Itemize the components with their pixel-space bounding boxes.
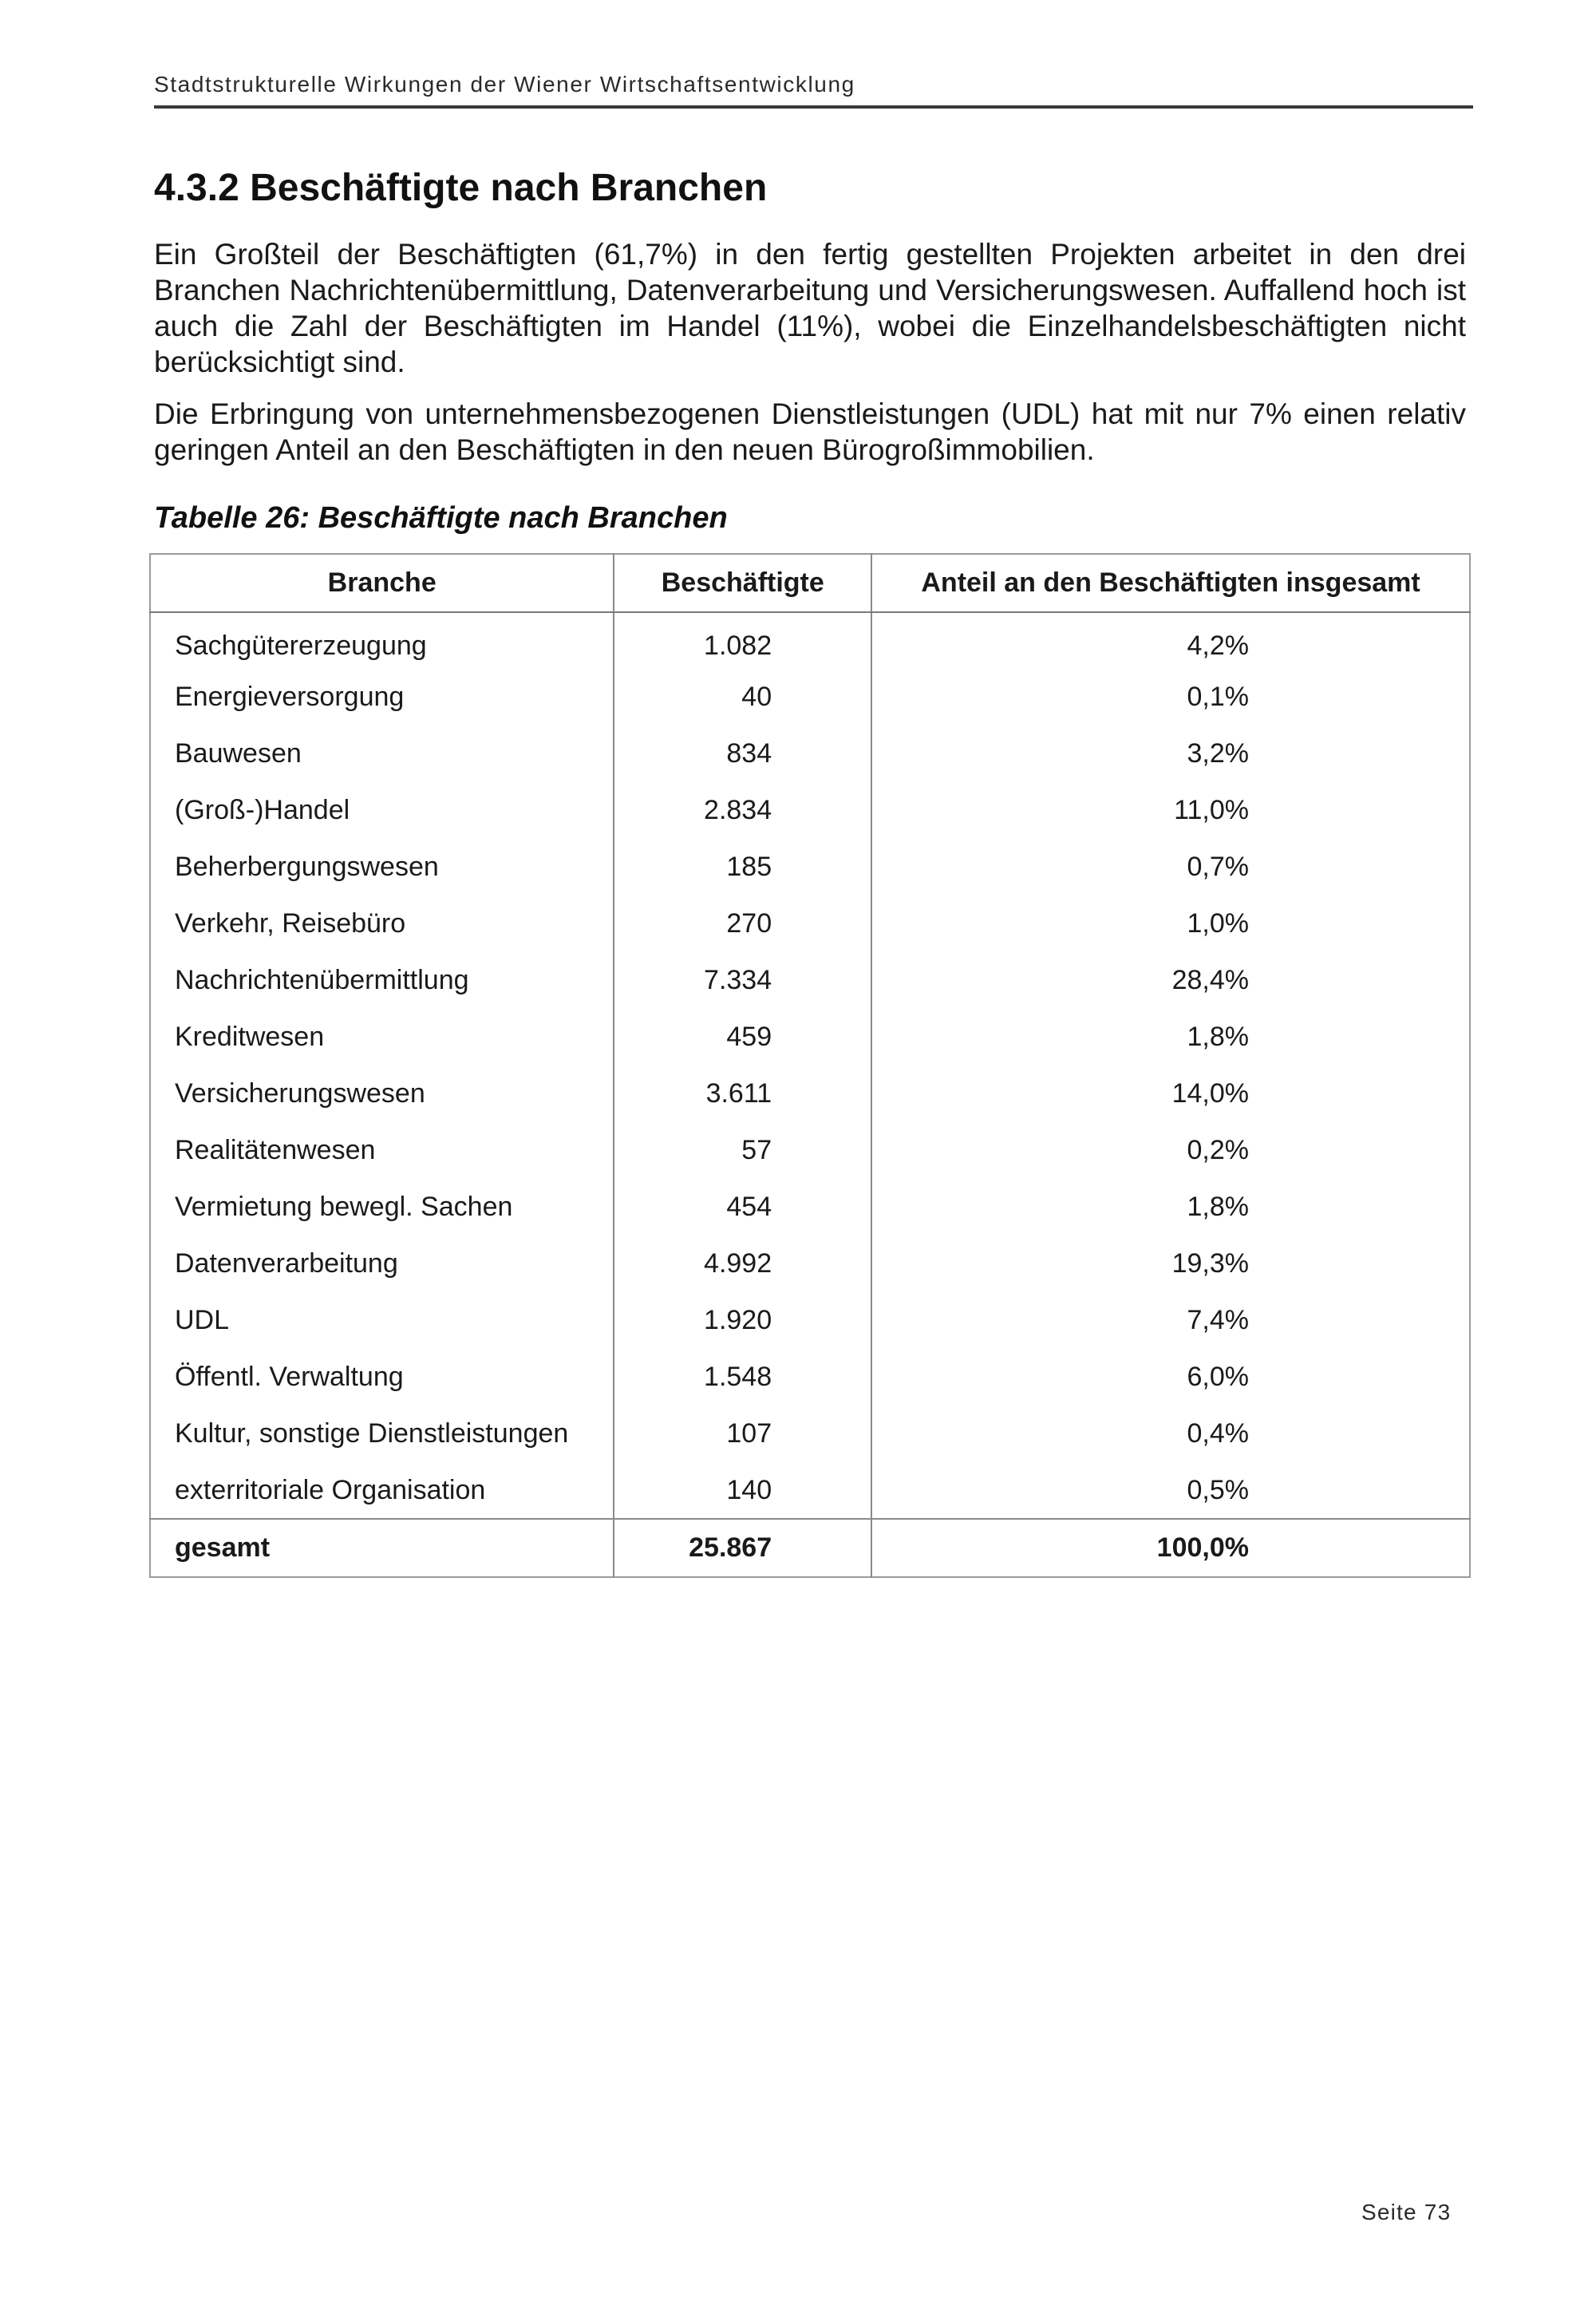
cell-branche: exterritoriale Organisation (175, 1474, 486, 1505)
section-heading: 4.3.2 Beschäftigte nach Branchen (154, 167, 768, 209)
cell-share: 19,3% (871, 1236, 1470, 1292)
table-row (150, 1066, 1470, 1122)
cell-branche: Realitätenwesen (175, 1135, 376, 1165)
table-total-row (150, 1519, 1470, 1577)
total-share: 100,0% (871, 1519, 1470, 1577)
cell-count: 2.834 (614, 782, 871, 839)
body-paragraph-1: Ein Großteil der Beschäftigten (61,7%) in den fertig gestellten Projekten arbeitet in den drei Branchen Nachrichtenübermittlung, Datenverarbeitung und Versicherungswesen. Auffallend hoch ist auch die Zahl der Beschäftigten im Handel (11%), wobei die Einzelhandelsbeschäftigten nicht berücksichtigt sind. (154, 238, 1466, 378)
cell-share: 1,8% (871, 1179, 1470, 1236)
cell-branche: Verkehr, Reisebüro (175, 908, 406, 939)
table-row (150, 952, 1470, 1009)
cell-share: 3,2% (871, 726, 1470, 782)
cell-count: 185 (614, 839, 871, 896)
column-header-count: Beschäftigte (614, 554, 871, 612)
cell-count: 40 (614, 669, 871, 726)
table-header-row (150, 554, 1470, 612)
cell-count: 107 (614, 1406, 871, 1462)
cell-count: 3.611 (614, 1066, 871, 1122)
table-row (150, 726, 1470, 782)
cell-share: 4,2% (871, 612, 1470, 669)
cell-count: 1.920 (614, 1292, 871, 1349)
table-row (150, 1122, 1470, 1179)
table-row (150, 1406, 1470, 1462)
cell-count: 4.992 (614, 1236, 871, 1292)
table-row (150, 1009, 1470, 1066)
cell-count: 57 (614, 1122, 871, 1179)
cell-share: 14,0% (871, 1066, 1470, 1122)
table-row (150, 1462, 1470, 1519)
total-label: gesamt (150, 1519, 614, 1577)
table-row (150, 839, 1470, 896)
table-row (150, 782, 1470, 839)
body-paragraph-2: Die Erbringung von unternehmensbezogenen Dienstleistungen (UDL) hat mit nur 7% einen relativ geringen Anteil an den Beschäftigten in den neuen Bürogroßimmobilien. (154, 397, 1466, 466)
cell-count: 1.548 (614, 1349, 871, 1406)
cell-branche: Kultur, sonstige Dienstleistungen (175, 1418, 569, 1449)
table-row (150, 1349, 1470, 1406)
cell-branche: Energieversorgung (175, 682, 405, 712)
header-rule (154, 105, 1473, 109)
cell-branche: Vermietung bewegl. Sachen (175, 1192, 513, 1222)
cell-branche: Datenverarbeitung (175, 1248, 398, 1279)
employment-table (149, 553, 1471, 1578)
cell-share: 1,0% (871, 896, 1470, 952)
cell-count: 270 (614, 896, 871, 952)
cell-share: 11,0% (871, 782, 1470, 839)
cell-count: 834 (614, 726, 871, 782)
cell-share: 0,5% (871, 1462, 1470, 1519)
cell-branche: Versicherungswesen (175, 1078, 425, 1109)
cell-branche: (Groß-)Handel (175, 795, 350, 825)
cell-branche: Kreditwesen (175, 1022, 325, 1052)
cell-share: 0,7% (871, 839, 1470, 896)
cell-branche: Beherbergungswesen (175, 852, 439, 882)
cell-share: 1,8% (871, 1009, 1470, 1066)
cell-count: 454 (614, 1179, 871, 1236)
cell-share: 0,1% (871, 669, 1470, 726)
cell-branche: Nachrichtenübermittlung (175, 965, 469, 995)
table-row (150, 1179, 1470, 1236)
table-row (150, 669, 1470, 726)
cell-branche: Öffentl. Verwaltung (175, 1362, 404, 1392)
table-row (150, 1236, 1470, 1292)
cell-branche: Bauwesen (175, 738, 302, 769)
cell-count: 7.334 (614, 952, 871, 1009)
cell-count: 459 (614, 1009, 871, 1066)
cell-share: 28,4% (871, 952, 1470, 1009)
total-count: 25.867 (614, 1519, 871, 1577)
table-row (150, 612, 1470, 669)
cell-share: 7,4% (871, 1292, 1470, 1349)
running-header: Stadtstrukturelle Wirkungen der Wiener Wirtschaftsentwicklung (154, 72, 855, 97)
cell-branche: Sachgütererzeugung (175, 630, 427, 661)
cell-share: 6,0% (871, 1349, 1470, 1406)
cell-count: 1.082 (614, 612, 871, 669)
cell-share: 0,2% (871, 1122, 1470, 1179)
page-number: Seite 73 (1361, 2200, 1452, 2224)
cell-share: 0,4% (871, 1406, 1470, 1462)
table-caption: Tabelle 26: Beschäftigte nach Branchen (154, 501, 728, 535)
column-header-share: Anteil an den Beschäftigten insgesamt (871, 554, 1470, 612)
table-row (150, 896, 1470, 952)
column-header-branche: Branche (150, 554, 614, 612)
cell-branche: UDL (175, 1305, 230, 1335)
cell-count: 140 (614, 1462, 871, 1519)
table-row (150, 1292, 1470, 1349)
